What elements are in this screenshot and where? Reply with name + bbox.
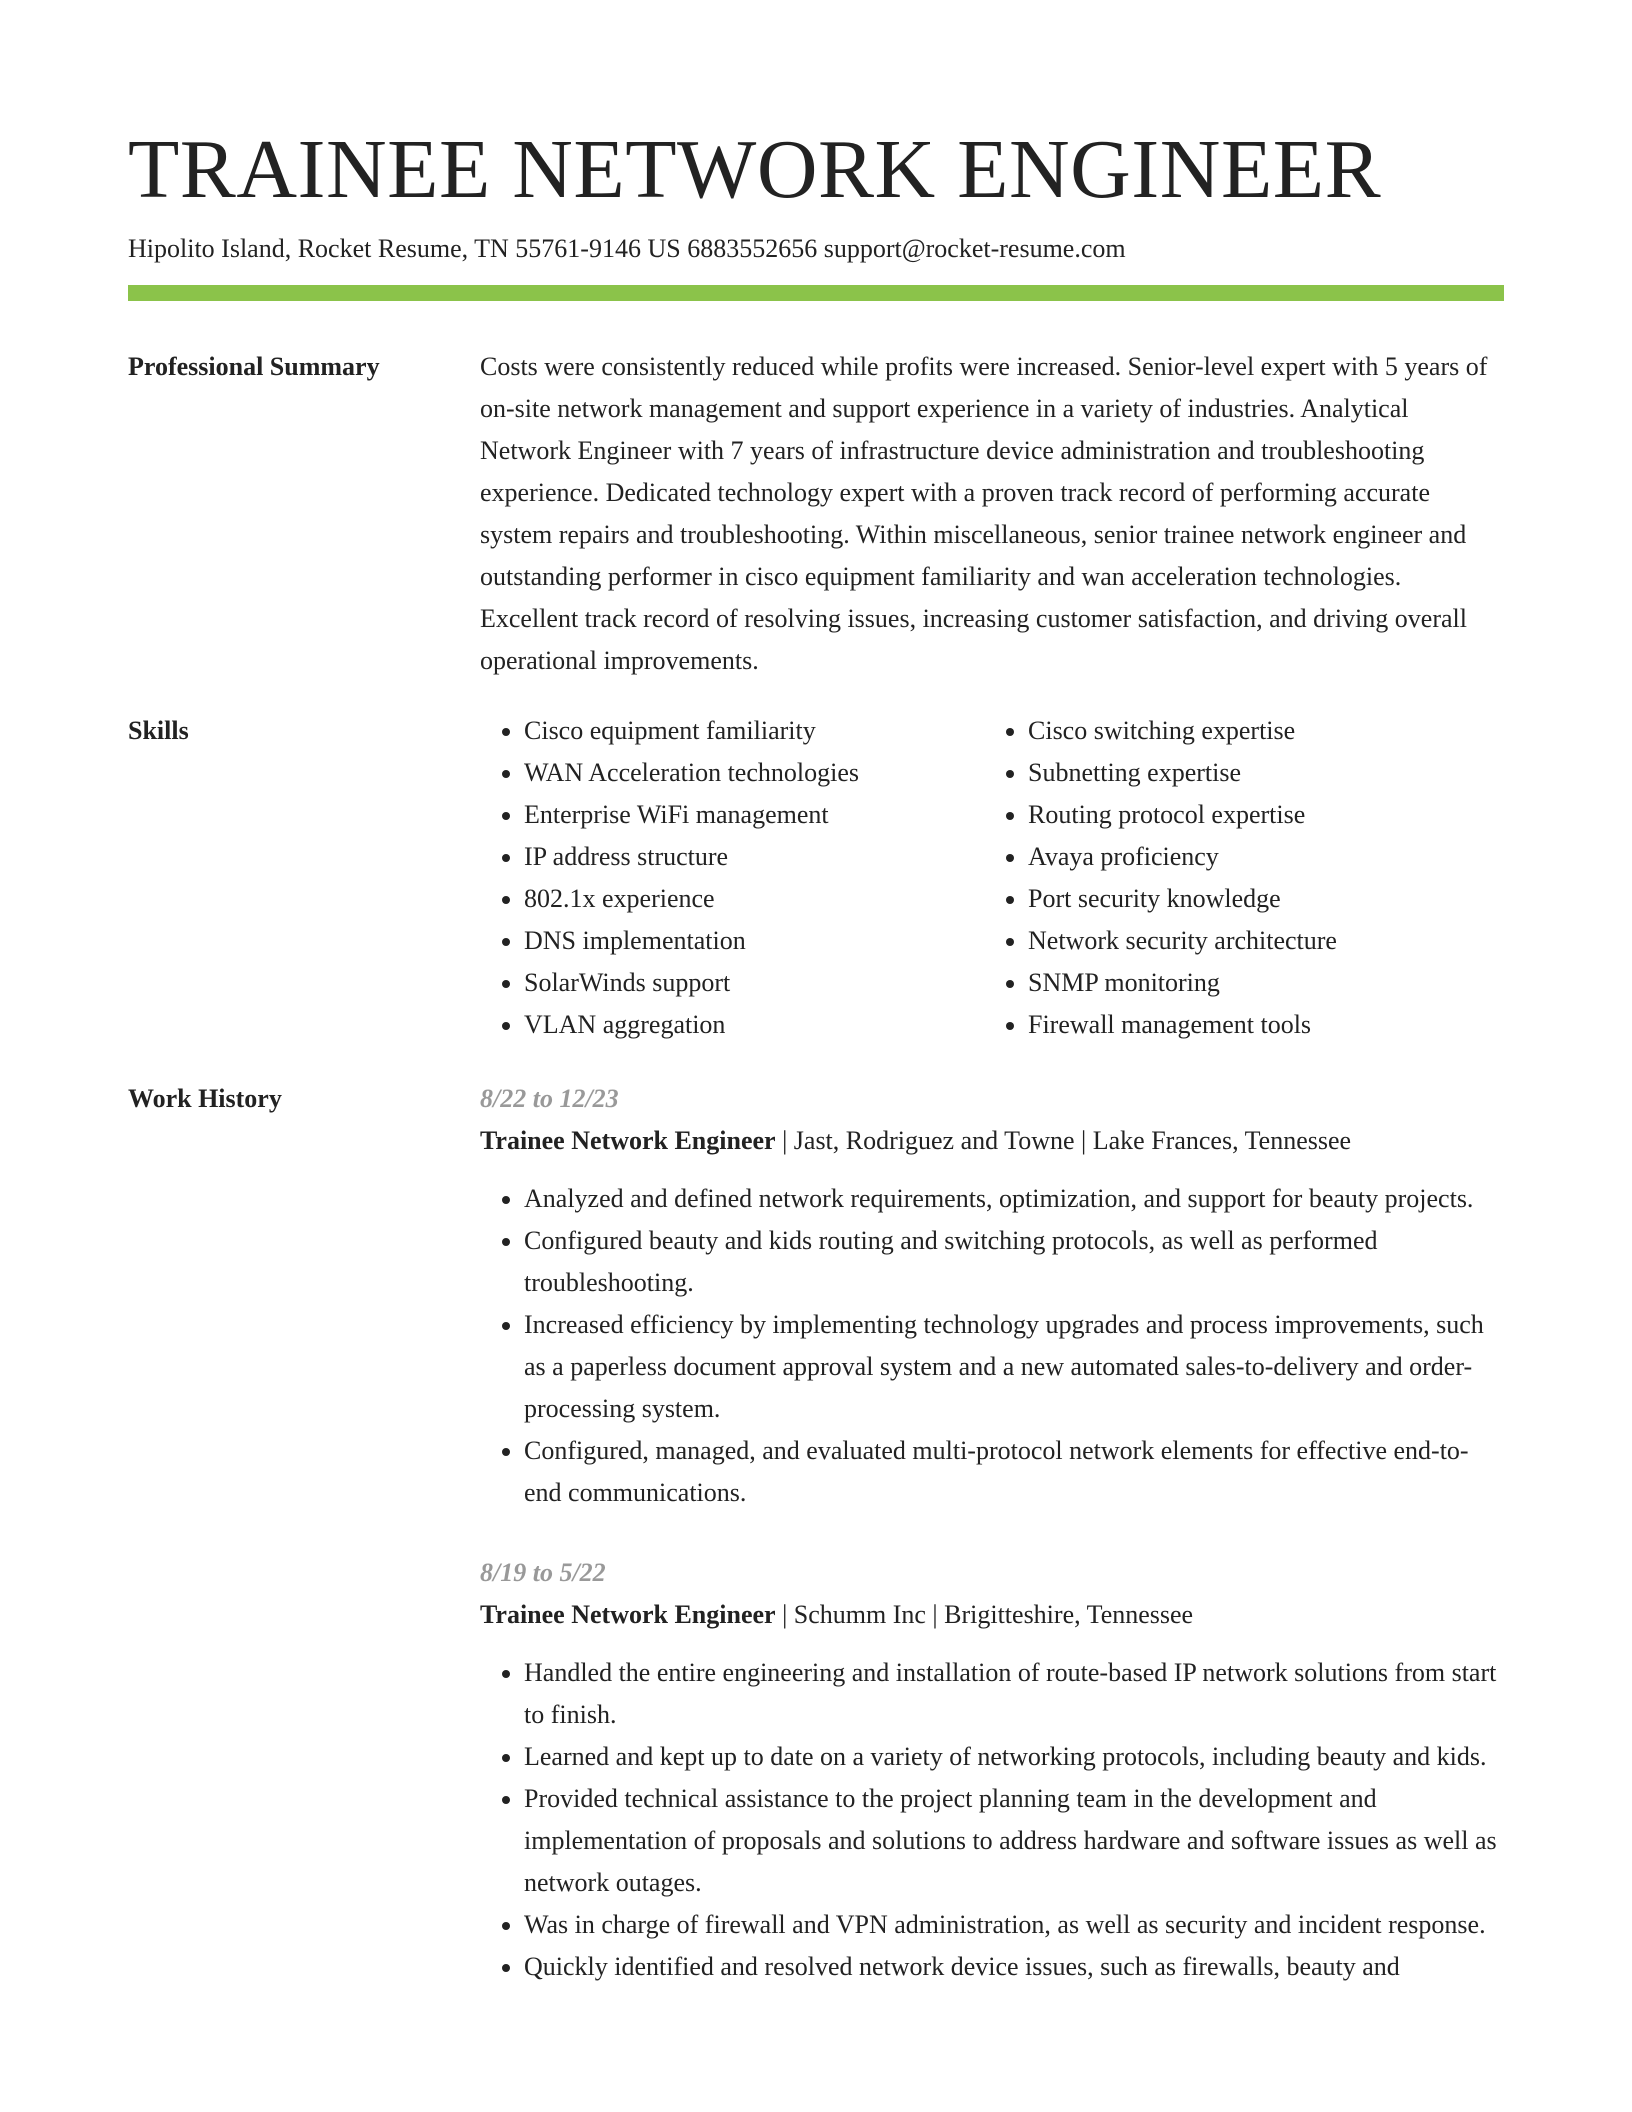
job-employer-location: | Jast, Rodriguez and Towne | Lake Frances, Tennessee — [775, 1126, 1352, 1155]
skill-item: • Port security knowledge — [1028, 878, 1488, 920]
skill-item: • Routing protocol expertise — [1028, 794, 1488, 836]
work-history-body — [480, 1078, 1504, 2026]
skills-columns — [480, 710, 1504, 1046]
skill-item: • SNMP monitoring — [1028, 962, 1488, 1004]
job-bullet: • Handled the entire engineering and installation of route-based IP network solutions from start to finish. — [524, 1652, 1504, 1736]
skill-item: • WAN Acceleration technologies — [524, 752, 984, 794]
skill-item: • 802.1x experience — [524, 878, 984, 920]
accent-divider — [128, 285, 1504, 301]
skill-item: • Enterprise WiFi management — [524, 794, 984, 836]
job-bullet: • Increased efficiency by implementing technology upgrades and process improvements, such as a paperless document approval system and a new automated sales-to-delivery and order-processing system. — [524, 1304, 1504, 1430]
job-title: Trainee Network Engineer — [480, 1126, 776, 1155]
job-bullets — [480, 1652, 1504, 1988]
skill-item: • IP address structure — [524, 836, 984, 878]
job-dates: 8/19 to 5/22 — [480, 1558, 606, 1587]
job-bullet: • Configured, managed, and evaluated multi-protocol network elements for effective end-to-end communications. — [524, 1430, 1504, 1514]
skill-item: • DNS implementation — [524, 920, 984, 962]
job-bullet: • Analyzed and defined network requirements, optimization, and support for beauty projects. — [524, 1178, 1504, 1220]
skill-item: • VLAN aggregation — [524, 1004, 984, 1046]
job-title-line — [480, 1120, 1504, 1162]
job-bullet: • Quickly identified and resolved network device issues, such as firewalls, beauty and — [524, 1946, 1504, 1988]
skill-item: • Cisco switching expertise — [1028, 710, 1488, 752]
skill-item: • SolarWinds support — [524, 962, 984, 1004]
skills-list-left — [480, 710, 984, 1046]
skill-item: • Cisco equipment familiarity — [524, 710, 984, 752]
skill-item: • Network security architecture — [1028, 920, 1488, 962]
skill-item: • Avaya proficiency — [1028, 836, 1488, 878]
job-bullet: • Provided technical assistance to the project planning team in the development and implementation of proposals and solutions to address hardware and software issues as well as network outages. — [524, 1778, 1504, 1904]
job-employer-location: | Schumm Inc | Brigitteshire, Tennessee — [775, 1600, 1194, 1629]
job-bullet: • Configured beauty and kids routing and switching protocols, as well as performed troubleshooting. — [524, 1220, 1504, 1304]
contact-line: Hipolito Island, Rocket Resume, TN 55761-9146 US 6883552656 support@rocket-resume.com — [128, 234, 1126, 263]
summary-text: Costs were consistently reduced while profits were increased. Senior-level expert with 5 years of on-site network management and support experience in a variety of industries. Analytical Network Engineer with 7 years of infrastructure device administration and troubleshooting experience. Dedicated technology expert with a proven track record of performing accurate system repairs and troubleshooting. Within miscellaneous, senior trainee network engineer and outstanding performer in cisco equipment familiarity and wan acceleration technologies. Excellent track record of resolving issues, increasing customer satisfaction, and driving overall operational improvements. — [480, 352, 1488, 675]
work-history-heading: Work History — [128, 1084, 282, 1113]
job-title: Trainee Network Engineer — [480, 1600, 776, 1629]
job-dates: 8/22 to 12/23 — [480, 1084, 619, 1113]
job-bullet: • Learned and kept up to date on a variety of networking protocols, including beauty and kids. — [524, 1736, 1504, 1778]
summary-body — [480, 346, 1504, 682]
resume-title: TRAINEE NETWORK ENGINEER — [128, 123, 1382, 216]
skills-body — [480, 710, 1504, 1046]
skills-heading: Skills — [128, 716, 189, 745]
skills-list-right — [984, 710, 1488, 1046]
summary-heading: Professional Summary — [128, 352, 380, 381]
job-entry — [480, 1078, 1504, 1514]
job-entry — [480, 1552, 1504, 1988]
skill-item: • Firewall management tools — [1028, 1004, 1488, 1046]
job-bullets — [480, 1178, 1504, 1514]
skill-item: • Subnetting expertise — [1028, 752, 1488, 794]
job-title-line — [480, 1594, 1504, 1636]
job-bullet: • Was in charge of firewall and VPN administration, as well as security and incident response. — [524, 1904, 1504, 1946]
